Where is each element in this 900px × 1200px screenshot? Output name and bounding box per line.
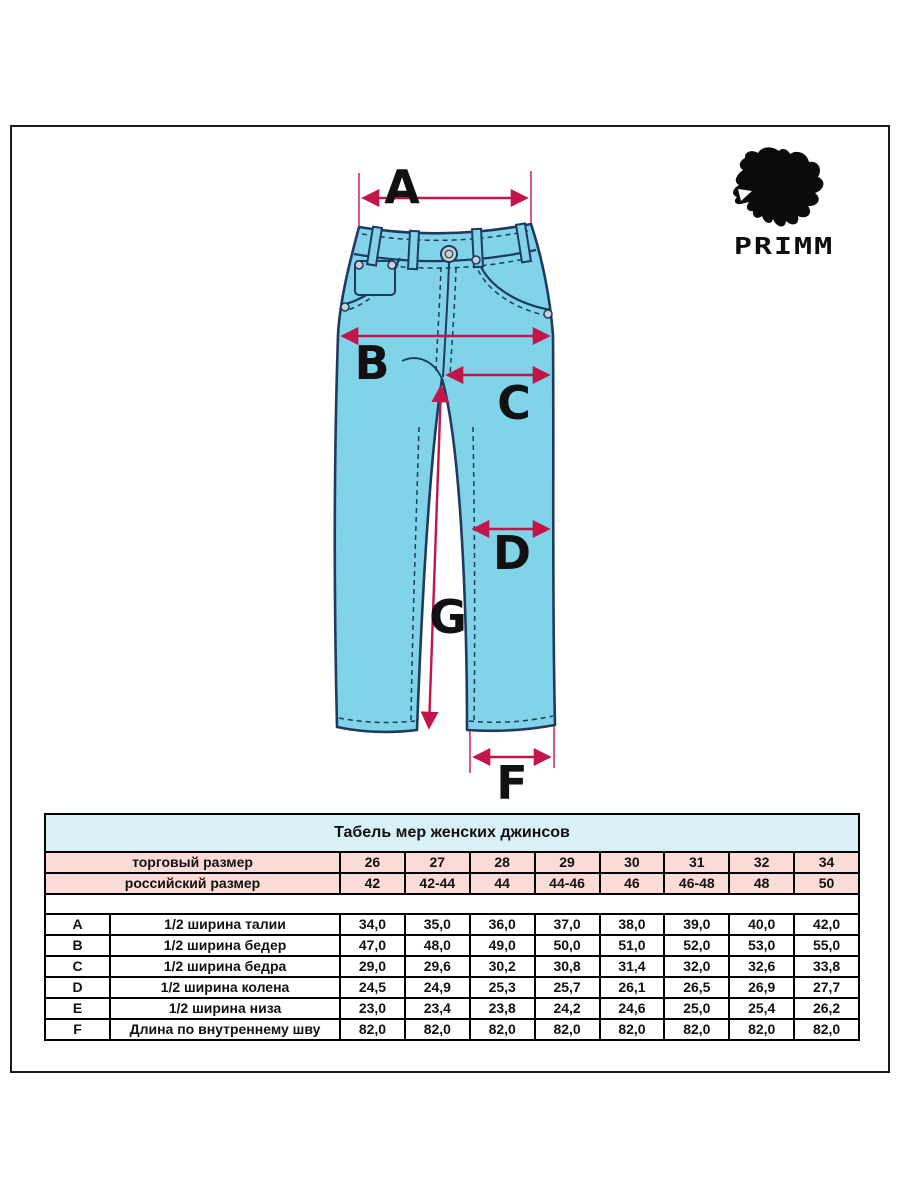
measure-cell: 82,0 bbox=[664, 1019, 729, 1040]
measure-cell: 25,4 bbox=[729, 998, 794, 1019]
letter-d: D bbox=[492, 526, 532, 580]
brand-name: PRIMM bbox=[733, 233, 835, 261]
size-cell: 26 bbox=[340, 852, 405, 873]
size-row bbox=[45, 852, 859, 873]
size-cell: 44-46 bbox=[535, 873, 600, 894]
measure-cell: 48,0 bbox=[405, 935, 470, 956]
measure-cell: 25,0 bbox=[664, 998, 729, 1019]
measure-cell: 24,2 bbox=[535, 998, 600, 1019]
measure-cell: 33,8 bbox=[794, 956, 859, 977]
measure-letter: A bbox=[45, 914, 110, 935]
size-cell: 30 bbox=[600, 852, 665, 873]
measure-cell: 34,0 bbox=[340, 914, 405, 935]
measure-cell: 29,0 bbox=[340, 956, 405, 977]
measure-cell: 26,9 bbox=[729, 977, 794, 998]
measure-label: 1/2 ширина бедер bbox=[110, 935, 340, 956]
size-cell: 28 bbox=[470, 852, 535, 873]
table-title-row bbox=[45, 814, 859, 852]
measurement-row bbox=[45, 977, 859, 998]
measure-cell: 23,0 bbox=[340, 998, 405, 1019]
measure-cell: 38,0 bbox=[600, 914, 665, 935]
measure-letter: C bbox=[45, 956, 110, 977]
measure-cell: 82,0 bbox=[535, 1019, 600, 1040]
measure-cell: 24,5 bbox=[340, 977, 405, 998]
size-cell: 42-44 bbox=[405, 873, 470, 894]
brand-logo bbox=[700, 143, 868, 268]
measure-cell: 36,0 bbox=[470, 914, 535, 935]
letter-g: G bbox=[429, 590, 467, 644]
measure-cell: 51,0 bbox=[600, 935, 665, 956]
measure-cell: 25,3 bbox=[470, 977, 535, 998]
measure-cell: 82,0 bbox=[729, 1019, 794, 1040]
measure-cell: 42,0 bbox=[794, 914, 859, 935]
measure-cell: 24,9 bbox=[405, 977, 470, 998]
measure-cell: 31,4 bbox=[600, 956, 665, 977]
measure-cell: 82,0 bbox=[405, 1019, 470, 1040]
measure-cell: 24,6 bbox=[600, 998, 665, 1019]
size-cell: 42 bbox=[340, 873, 405, 894]
measure-cell: 26,2 bbox=[794, 998, 859, 1019]
table-title: Табель мер женских джинсов bbox=[45, 814, 859, 852]
letter-b: B bbox=[354, 336, 390, 390]
measure-cell: 30,8 bbox=[535, 956, 600, 977]
size-cell: 27 bbox=[405, 852, 470, 873]
letter-a: A bbox=[384, 160, 420, 214]
measure-label: 1/2 ширина бедра bbox=[110, 956, 340, 977]
measure-cell: 53,0 bbox=[729, 935, 794, 956]
measure-cell: 49,0 bbox=[470, 935, 535, 956]
size-row-label: торговый размер bbox=[45, 852, 340, 873]
size-cell: 34 bbox=[794, 852, 859, 873]
measurement-row bbox=[45, 914, 859, 935]
measure-cell: 32,0 bbox=[664, 956, 729, 977]
size-row bbox=[45, 873, 859, 894]
size-cell: 46-48 bbox=[664, 873, 729, 894]
measure-cell: 37,0 bbox=[535, 914, 600, 935]
waist-button bbox=[441, 246, 457, 262]
measure-cell: 29,6 bbox=[405, 956, 470, 977]
measure-cell: 52,0 bbox=[664, 935, 729, 956]
measure-cell: 82,0 bbox=[600, 1019, 665, 1040]
measure-letter: F bbox=[45, 1019, 110, 1040]
lion-icon bbox=[718, 143, 850, 233]
measure-cell: 55,0 bbox=[794, 935, 859, 956]
measure-cell: 26,1 bbox=[600, 977, 665, 998]
measure-cell: 27,7 bbox=[794, 977, 859, 998]
measure-cell: 82,0 bbox=[340, 1019, 405, 1040]
size-cell: 46 bbox=[600, 873, 665, 894]
measurement-row bbox=[45, 956, 859, 977]
measure-cell: 23,4 bbox=[405, 998, 470, 1019]
measure-label: Длина по внутреннему шву bbox=[110, 1019, 340, 1040]
size-cell: 44 bbox=[470, 873, 535, 894]
measure-label: 1/2 ширина талии bbox=[110, 914, 340, 935]
measure-cell: 32,6 bbox=[729, 956, 794, 977]
size-cell: 32 bbox=[729, 852, 794, 873]
measure-cell: 82,0 bbox=[470, 1019, 535, 1040]
measure-label: 1/2 ширина колена bbox=[110, 977, 340, 998]
measure-cell: 50,0 bbox=[535, 935, 600, 956]
size-cell: 50 bbox=[794, 873, 859, 894]
measure-label: 1/2 ширина низа bbox=[110, 998, 340, 1019]
size-cell: 31 bbox=[664, 852, 729, 873]
spacer-cell bbox=[45, 894, 859, 914]
measure-cell: 26,5 bbox=[664, 977, 729, 998]
letter-f: F bbox=[496, 756, 528, 810]
measure-letter: D bbox=[45, 977, 110, 998]
size-table-body bbox=[45, 814, 859, 1040]
measure-cell: 25,7 bbox=[535, 977, 600, 998]
measurement-row bbox=[45, 998, 859, 1019]
measure-cell: 40,0 bbox=[729, 914, 794, 935]
content-frame bbox=[10, 125, 890, 1073]
measure-cell: 23,8 bbox=[470, 998, 535, 1019]
measure-cell: 82,0 bbox=[794, 1019, 859, 1040]
letter-c: C bbox=[497, 376, 531, 430]
measure-cell: 39,0 bbox=[664, 914, 729, 935]
measure-cell: 47,0 bbox=[340, 935, 405, 956]
size-row-label: российский размер bbox=[45, 873, 340, 894]
size-table bbox=[44, 813, 860, 1041]
size-cell: 29 bbox=[535, 852, 600, 873]
size-cell: 48 bbox=[729, 873, 794, 894]
measurement-row bbox=[45, 1019, 859, 1040]
measure-cell: 35,0 bbox=[405, 914, 470, 935]
measure-letter: B bbox=[45, 935, 110, 956]
measure-letter: E bbox=[45, 998, 110, 1019]
measure-cell: 30,2 bbox=[470, 956, 535, 977]
measurement-row bbox=[45, 935, 859, 956]
jeans-outline bbox=[335, 223, 555, 731]
spacer-row bbox=[45, 894, 859, 914]
